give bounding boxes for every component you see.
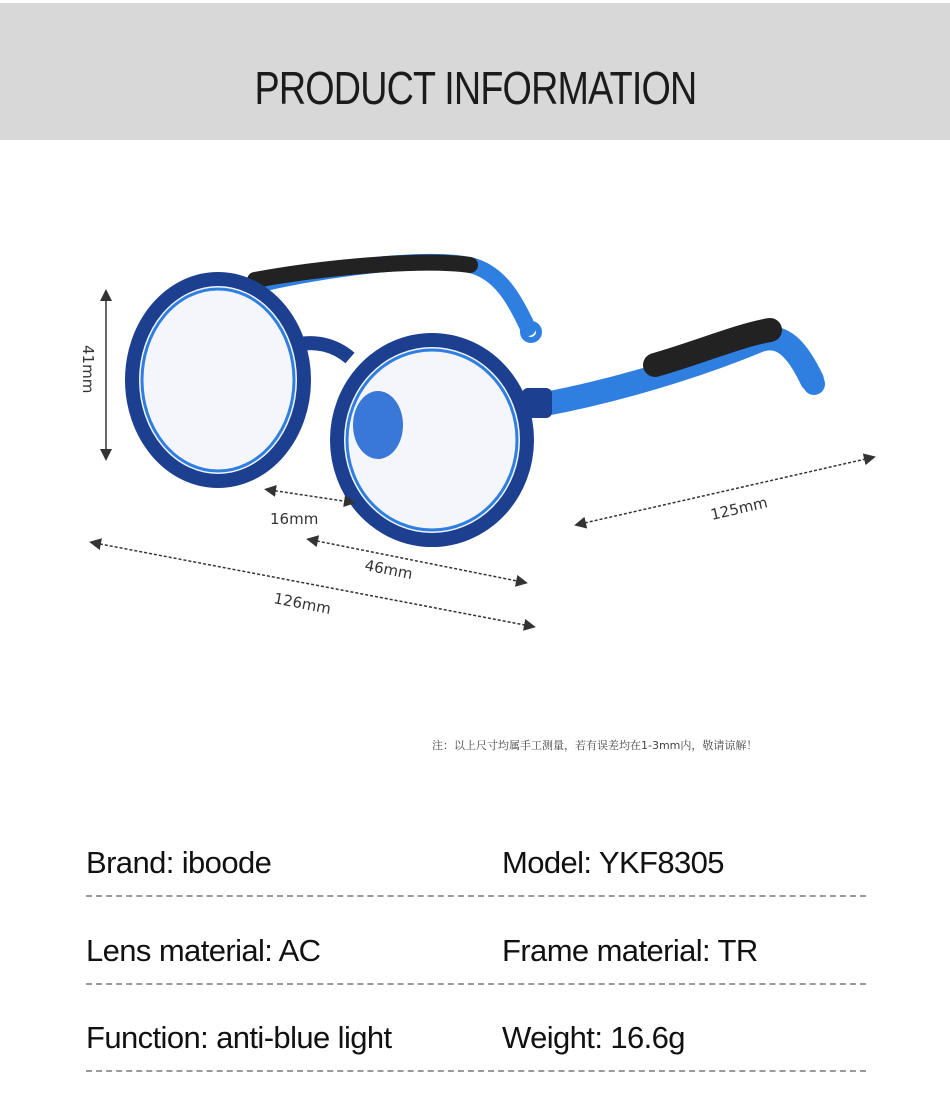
glasses-illustration xyxy=(0,140,950,730)
measurement-note: 注：以上尺寸均属手工测量，若有误差均在1-3mm内，敬请谅解！ xyxy=(432,739,758,752)
header-title: PRODUCT INFORMATION xyxy=(254,61,696,114)
lens-width-label: 46mm xyxy=(363,556,415,584)
frame-width-label: 126mm xyxy=(272,589,333,618)
brand-spec: Brand: iboode xyxy=(86,845,272,880)
glasses-diagram xyxy=(0,140,950,730)
height-label: 41mm xyxy=(79,345,97,394)
nose-pad xyxy=(353,391,403,459)
spec-row xyxy=(86,1010,866,1072)
spec-row xyxy=(86,923,866,985)
frame-material-spec: Frame material: TR xyxy=(502,933,758,968)
hinge xyxy=(522,388,552,418)
spec-row xyxy=(86,835,866,897)
weight-spec: Weight: 16.6g xyxy=(502,1020,685,1055)
temple-length-label: 125mm xyxy=(708,493,770,524)
header-banner xyxy=(0,3,950,140)
lens-material-spec: Lens material: AC xyxy=(86,933,321,968)
model-spec: Model: YKF8305 xyxy=(502,845,724,880)
function-spec: Function: anti-blue light xyxy=(86,1020,392,1055)
left-lens xyxy=(132,279,304,481)
front-temple xyxy=(540,330,822,405)
bridge-label: 16mm xyxy=(270,510,319,528)
